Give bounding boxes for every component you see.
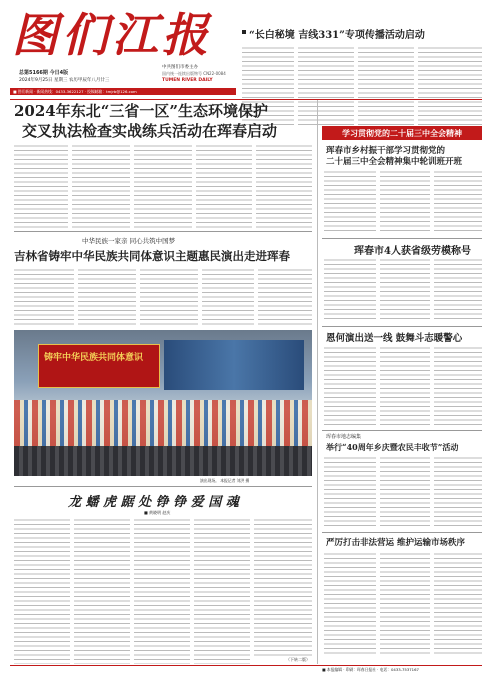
feature-headline: 吉林省铸牢中华民族共同体意识主题惠民演出走进珲春	[14, 249, 290, 263]
bottom-body-col-1	[14, 518, 70, 664]
issue-date: 2024年9月25日 星期三 农历甲辰年八月廿三	[19, 78, 110, 83]
right-story-5-body-c	[434, 552, 482, 656]
lead-body-col-4	[196, 144, 252, 228]
right-story-4-headline: 举行“40周年乡庆暨农民丰收节”活动	[326, 442, 459, 452]
right-story-5-body-a	[324, 552, 376, 656]
right-story-2-body-b	[380, 258, 430, 322]
right-story-4-kicker: 珲春市地志编集	[326, 434, 362, 440]
issn-line: 国内统一连续出版物号 CN22-0084	[162, 71, 226, 76]
right-divider-4	[322, 532, 482, 533]
bottom-body-col-3	[134, 518, 190, 664]
right-story-3-body-b	[380, 346, 430, 426]
right-story-3-body-c	[434, 346, 482, 426]
right-story-4-body-c	[434, 456, 482, 528]
stage-screen	[164, 340, 304, 390]
top-right-body-4	[418, 46, 482, 126]
lead-headline-line1: 2024年东北“三省一区”生态环境保护	[14, 102, 269, 120]
right-divider-2	[322, 326, 482, 327]
feature-body-col-5	[258, 268, 312, 328]
masthead-title: 图们江报	[12, 8, 212, 62]
right-divider-1	[322, 238, 482, 239]
right-story-1-body-c	[434, 170, 482, 234]
lead-body-col-1	[14, 144, 68, 228]
lead-headline-line2: 交叉执法检查实战练兵活动在珲春启动	[22, 122, 278, 140]
nav-bar	[10, 88, 236, 95]
right-story-5-headline: 严厉打击非法营运 维护运输市场秩序	[326, 538, 465, 548]
lead-body-col-2	[72, 144, 130, 228]
nav-bar-text: ■ 图们新闻 · 新闻热线：0433-3622127 · 投稿邮箱：tmjrb@126.com	[13, 89, 137, 94]
publisher-line: 中共图们市委主办	[162, 65, 198, 70]
right-story-1-headline-1: 珲春市乡村振干部学习贯彻党的	[326, 146, 446, 156]
footer-rule	[10, 665, 482, 666]
lead-body-col-5	[256, 144, 312, 228]
right-story-2-body-a	[324, 258, 376, 322]
feature-kicker: 中华民族一家亲 同心共筑中国梦	[82, 237, 176, 245]
performers	[14, 400, 312, 446]
bottom-body-col-4	[194, 518, 250, 664]
feature-photo	[14, 330, 312, 476]
right-story-2-headline: 珲春市4人获省级劳模称号	[354, 246, 471, 257]
feature-body-col-3	[140, 268, 198, 328]
right-story-4-body-a	[324, 456, 376, 528]
feature-body-col-2	[78, 268, 136, 328]
photo-caption: 演出现场。 本报记者 刘洪 摄	[200, 478, 250, 483]
audience	[14, 446, 312, 476]
stage-banner	[38, 344, 160, 388]
top-right-body-3	[358, 46, 414, 126]
bottom-body-col-5	[254, 518, 312, 656]
continued-note: （下转二版）	[286, 657, 310, 662]
section-band	[322, 126, 482, 140]
english-title: TUMEN RIVER DAILY	[162, 78, 213, 83]
bottom-headline: 龙 蟠 虎 踞 处 铮 铮 爱 国 魂	[68, 495, 239, 510]
right-story-1-headline-2: 二十届三中全会精神集中轮训班开班	[326, 157, 463, 167]
bottom-byline: ■ 黄晓明 赵庆	[144, 510, 171, 515]
bottom-body-col-2	[74, 518, 130, 664]
right-divider-3	[322, 430, 482, 431]
right-story-2-body-c	[434, 258, 482, 322]
column-rule	[317, 100, 318, 664]
stage-banner-text: 铸牢中华民族共同体意识	[44, 353, 144, 363]
right-story-3-body-a	[324, 346, 376, 426]
lead-divider	[14, 231, 312, 232]
footer-text: ■ 本报编辑 · 印刷：珲春日报社 · 电话：0433-7537167	[322, 667, 419, 672]
top-right-headline: “长白秘境 吉线331”专项传播活动启动	[249, 30, 425, 41]
right-story-3-headline: 恩何演出送一线 鼓舞斗志暖警心	[326, 333, 463, 344]
right-story-1-body-b	[380, 170, 430, 234]
heading-square-icon	[242, 30, 246, 34]
right-story-4-body-b	[380, 456, 430, 528]
feature-body-col-4	[202, 268, 254, 328]
right-story-5-body-b	[380, 552, 430, 656]
section-band-title: 学习贯彻党的二十届三中全会精神	[342, 128, 462, 138]
lead-body-col-3	[134, 144, 192, 228]
feature-body-col-1	[14, 268, 74, 328]
right-story-1-body-a	[324, 170, 376, 234]
feature-divider	[14, 486, 312, 487]
issue-number: 总第5166期 今日4版	[19, 70, 69, 76]
